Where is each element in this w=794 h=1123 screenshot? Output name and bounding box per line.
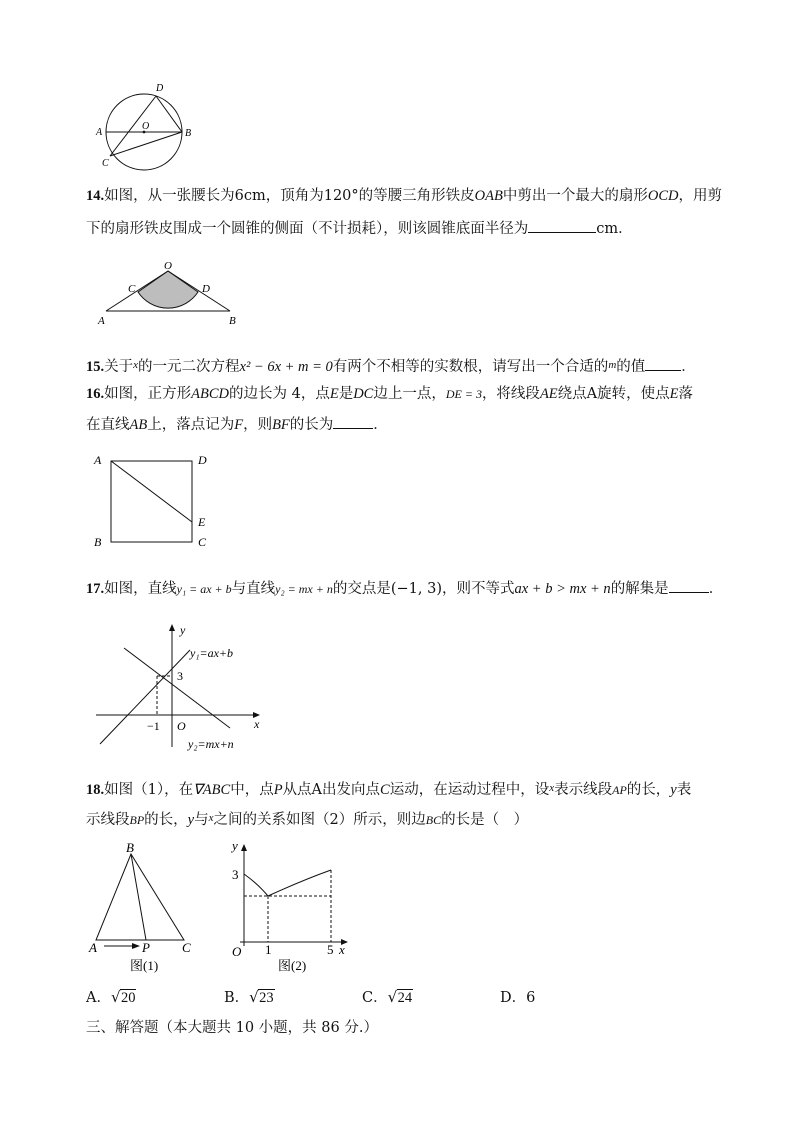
line-y2 [124,648,230,728]
label-c: C [102,158,109,169]
line-graph-figure [94,622,274,752]
label-b: B [94,535,102,549]
label-b: B [229,315,236,327]
line1-label: y₁=ax+b [190,646,234,660]
label-o: O [164,260,172,272]
q18-line2: 示线段BP的长，y与$^x$之间的关系如图（2）所示，则边BC的长是（ ） [86,812,529,828]
label-a: A [94,453,102,467]
label-b: B [185,128,192,139]
tick-3: 3 [177,669,183,683]
q16-line1: 16.如图，正方形ABCD的边长为 4，点E是DC边上一点，DE = 3，将线段AE绕点A旋转，使点E落 [86,386,693,402]
label-d: D [198,453,207,467]
tick-5: 5 [327,942,334,957]
arrow-ap-head [132,943,140,949]
sector-shape [138,271,198,308]
option-d[interactable]: D．6 [500,990,536,1006]
q17-number: 17. [86,581,105,597]
y-axis-arrow [169,624,175,631]
label-e: E [198,515,206,529]
q15-line: 15.关于$^x$的一元二次方程x² − 6x + m = 0有两个不相等的实数根，请写出一个合适的$^m$的值 ． [86,355,710,377]
q18-number: 18. [86,782,105,798]
segment-ae [111,461,192,522]
y-axis-arrow [241,844,247,851]
caption-fig1: 图(1) [130,958,159,973]
label-o: O [142,121,150,132]
q14-answer-blank[interactable] [528,218,596,233]
q14-number: 14. [86,188,105,204]
label-c: C [128,283,136,295]
label-a: A [89,940,97,955]
label-p: P [142,940,150,955]
q17-line: 17.如图，直线y₁ = ax + b与直线y₂ = mx + n的交点是(−1, 3)，则不等式ax + b > mx + n的解集是 ． [86,578,710,599]
q17-answer-blank[interactable] [669,578,709,593]
label-d: D [156,83,164,94]
label-a: A [96,127,103,138]
tick-neg1: −1 [147,719,160,733]
q16-answer-blank[interactable] [333,414,373,429]
q16-line2: 在直线AB上，落点记为F，则BF的长为 ． [86,414,710,435]
chord-db [156,96,182,132]
tick-1: 1 [265,942,272,957]
y-label: y [232,838,238,853]
chord-cb [110,132,182,156]
x-label: x [254,717,260,731]
label-b: B [126,840,134,855]
label-c: C [182,940,191,955]
triangle-figure [86,842,206,977]
triangle-abc [96,854,184,940]
square [111,461,192,542]
option-c[interactable]: C． √ 24 [362,988,413,1006]
square-figure [92,450,222,550]
label-d: D [202,283,210,295]
curve [244,870,331,896]
q15-answer-blank[interactable] [645,356,681,371]
caption-fig2: 图(2) [278,958,307,973]
option-a[interactable]: A． √ 20 [86,988,136,1006]
circle-figure [96,80,206,170]
q16-number: 16. [86,386,105,402]
label-c: C [198,535,207,549]
function-graph-figure [228,840,358,975]
tick-3: 3 [232,867,239,882]
label-a: A [98,315,105,327]
sector-figure [96,262,256,334]
q15-number: 15. [86,359,105,375]
line2-label: y₂=mx+n [188,737,234,751]
q18-line1: 18.如图（1），在∇ABC中，点P从点A出发向点C运动，在运动过程中，设$^x$表示线段AP的长，y表 [86,782,692,798]
y-label: y [180,623,186,637]
section-heading: 三、解答题（本大题共 10 小题，共 86 分.） [86,1020,378,1036]
origin-label: O [177,719,186,733]
q14-line1: 14.如图，从一张腰长为6cm，顶角为120°的等腰三角形铁皮OAB中剪出一个最大的扇形OCD，用剪 [86,188,722,204]
option-b[interactable]: B． √ 23 [224,988,274,1006]
q14-line2: 下的扇形铁皮围成一个圆锥的侧面（不计损耗），则该圆锥底面半径为 cm． [86,218,710,239]
origin-label: O [232,944,242,959]
x-label: x [339,942,345,957]
